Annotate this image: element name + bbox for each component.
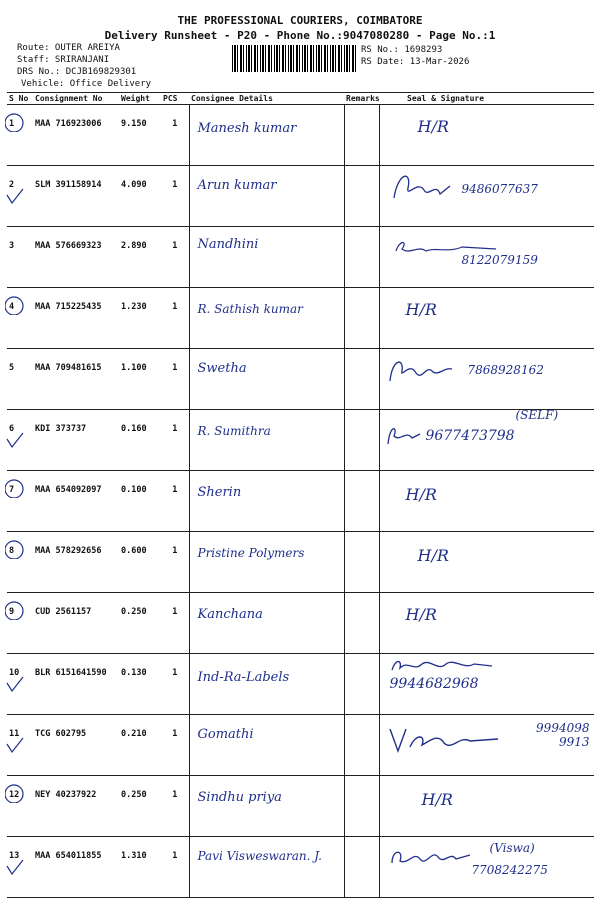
signature-scribble bbox=[386, 723, 506, 757]
row-consignment: MAA 654092097 bbox=[33, 471, 119, 532]
handover-text: H/R bbox=[417, 546, 449, 565]
col-remarks: Remarks bbox=[346, 94, 380, 103]
row-consignment: BLR 6151641590 bbox=[33, 654, 119, 715]
row-remarks bbox=[344, 715, 379, 776]
table-row bbox=[7, 776, 594, 837]
row-consignee: Nandhini bbox=[197, 237, 259, 252]
tick-mark-icon bbox=[5, 836, 27, 882]
row-sno: 12 bbox=[9, 790, 20, 800]
col-consignment: Consignment No bbox=[33, 93, 119, 105]
col-pcs: PCS bbox=[161, 93, 189, 105]
handover-text: H/R bbox=[405, 605, 437, 624]
row-consignment: CUD 2561157 bbox=[33, 593, 119, 654]
table-row bbox=[7, 288, 594, 349]
row-sno: 3 bbox=[9, 241, 15, 251]
row-consignee: Sindhu priya bbox=[197, 790, 282, 805]
row-consignee: Sherin bbox=[197, 485, 242, 500]
route-label: Route: OUTER AREIYA bbox=[17, 43, 120, 53]
row-pcs: 1 bbox=[161, 776, 189, 837]
row-signature bbox=[379, 349, 594, 410]
row-consignee: Ind-Ra-Labels bbox=[197, 670, 290, 685]
row-weight: 0.250 bbox=[119, 593, 161, 654]
signature-scribble bbox=[386, 355, 466, 387]
table-row bbox=[7, 715, 594, 776]
handover-text: H/R bbox=[405, 300, 437, 319]
row-remarks bbox=[344, 288, 379, 349]
row-sno: 13 bbox=[9, 851, 20, 861]
self-note: (SELF) bbox=[515, 408, 559, 422]
handover-text: H/R bbox=[417, 117, 449, 136]
row-signature bbox=[379, 715, 594, 776]
row-consignee: Pavi Visweswaran. J. bbox=[197, 849, 322, 863]
row-remarks bbox=[344, 532, 379, 593]
runsheet-table bbox=[7, 92, 594, 898]
row-consignee: Pristine Polymers bbox=[197, 546, 305, 560]
row-signature bbox=[379, 105, 594, 166]
row-remarks bbox=[344, 837, 379, 898]
row-weight: 0.210 bbox=[119, 715, 161, 776]
row-signature bbox=[379, 471, 594, 532]
row-signature bbox=[379, 410, 594, 471]
row-pcs: 1 bbox=[161, 654, 189, 715]
circle-mark-icon bbox=[5, 775, 27, 803]
row-weight: 1.230 bbox=[119, 288, 161, 349]
row-consignee: Arun kumar bbox=[197, 178, 277, 193]
row-consignment: SLM 391158914 bbox=[33, 166, 119, 227]
barcode-icon bbox=[232, 45, 357, 72]
row-consignment: TCG 602795 bbox=[33, 715, 119, 776]
row-signature bbox=[379, 288, 594, 349]
phone-number: 9944682968 bbox=[389, 676, 479, 692]
table-row bbox=[7, 410, 594, 471]
rs-number: RS No.: 1698293 bbox=[361, 45, 443, 55]
row-pcs: 1 bbox=[161, 593, 189, 654]
table-header bbox=[7, 93, 594, 105]
row-pcs: 1 bbox=[161, 715, 189, 776]
row-pcs: 1 bbox=[161, 349, 189, 410]
row-sno: 2 bbox=[9, 180, 15, 190]
row-weight: 0.600 bbox=[119, 532, 161, 593]
table-row bbox=[7, 227, 594, 288]
row-sno: 5 bbox=[9, 363, 15, 373]
circle-mark-icon bbox=[5, 531, 27, 559]
row-sno: 4 bbox=[9, 302, 15, 312]
table-row bbox=[7, 532, 594, 593]
signature-scribble bbox=[386, 843, 476, 875]
row-signature bbox=[379, 166, 594, 227]
row-consignee: R. Sumithra bbox=[197, 424, 271, 438]
row-pcs: 1 bbox=[161, 471, 189, 532]
table-row bbox=[7, 166, 594, 227]
circle-mark-icon bbox=[5, 287, 27, 315]
col-consignee: Consignee Details bbox=[189, 93, 344, 105]
row-weight: 9.150 bbox=[119, 105, 161, 166]
drs-number: DRS No.: DCJB169829301 bbox=[17, 67, 137, 77]
row-pcs: 1 bbox=[161, 288, 189, 349]
row-consignee: Manesh kumar bbox=[197, 121, 297, 136]
row-weight: 0.160 bbox=[119, 410, 161, 471]
phone-number: 8122079159 bbox=[461, 253, 538, 267]
table-row bbox=[7, 471, 594, 532]
table-row bbox=[7, 654, 594, 715]
row-consignment: KDI 373737 bbox=[33, 410, 119, 471]
row-sno: 8 bbox=[9, 546, 15, 556]
row-consignee: R. Sathish kumar bbox=[197, 302, 303, 316]
row-pcs: 1 bbox=[161, 410, 189, 471]
row-remarks bbox=[344, 105, 379, 166]
row-weight: 1.100 bbox=[119, 349, 161, 410]
row-signature bbox=[379, 532, 594, 593]
col-weight: Weight bbox=[119, 93, 161, 105]
signature-scribble bbox=[388, 656, 498, 676]
row-consignment: MAA 654011855 bbox=[33, 837, 119, 898]
circle-mark-icon bbox=[5, 470, 27, 498]
phone-number: 7868928162 bbox=[467, 363, 544, 377]
row-signature bbox=[379, 593, 594, 654]
row-remarks bbox=[344, 654, 379, 715]
row-remarks bbox=[344, 593, 379, 654]
row-weight: 0.100 bbox=[119, 471, 161, 532]
tick-mark-icon bbox=[5, 409, 27, 455]
row-remarks bbox=[344, 776, 379, 837]
row-weight: 0.130 bbox=[119, 654, 161, 715]
circle-mark-icon bbox=[5, 104, 27, 132]
tick-mark-icon bbox=[5, 653, 27, 699]
row-remarks bbox=[344, 166, 379, 227]
row-signature bbox=[379, 837, 594, 898]
row-remarks bbox=[344, 349, 379, 410]
row-signature bbox=[379, 654, 594, 715]
row-sno: 6 bbox=[9, 424, 15, 434]
row-sno: 9 bbox=[9, 607, 15, 617]
row-weight: 4.090 bbox=[119, 166, 161, 227]
tick-mark-icon bbox=[5, 165, 27, 211]
row-consignment: MAA 578292656 bbox=[33, 532, 119, 593]
row-pcs: 1 bbox=[161, 532, 189, 593]
phone-number: 7708242275 bbox=[471, 863, 548, 877]
phone-number: 9677473798 bbox=[425, 428, 515, 444]
signature-scribble bbox=[388, 168, 458, 208]
table-row bbox=[7, 105, 594, 166]
row-sno: 11 bbox=[9, 729, 20, 739]
col-seal: Seal & Signature bbox=[379, 93, 594, 105]
row-remarks bbox=[344, 471, 379, 532]
row-pcs: 1 bbox=[161, 166, 189, 227]
row-weight: 0.250 bbox=[119, 776, 161, 837]
viswa-note: (Viswa) bbox=[489, 841, 535, 855]
row-pcs: 1 bbox=[161, 105, 189, 166]
circle-mark-icon bbox=[5, 592, 27, 620]
row-pcs: 1 bbox=[161, 227, 189, 288]
row-consignment: NEY 40237922 bbox=[33, 776, 119, 837]
phone-number: 9994098 9913 bbox=[536, 721, 590, 749]
phone-number: 9486077637 bbox=[461, 182, 538, 196]
row-sno: 1 bbox=[9, 119, 15, 129]
row-consignment: MAA 576669323 bbox=[33, 227, 119, 288]
row-sno: 10 bbox=[9, 668, 20, 678]
row-weight: 1.310 bbox=[119, 837, 161, 898]
staff-label: Staff: SRIRANJANI bbox=[17, 55, 110, 65]
runsheet-title: THE PROFESSIONAL COURIERS, COIMBATORE bbox=[177, 14, 423, 27]
table-row bbox=[7, 837, 594, 898]
runsheet-subtitle: Delivery Runsheet - P20 - Phone No.:9047080280 - Page No.:1 bbox=[104, 29, 496, 42]
rs-date: RS Date: 13-Mar-2026 bbox=[361, 57, 470, 67]
row-sno: 7 bbox=[9, 485, 15, 495]
table-row bbox=[7, 349, 594, 410]
row-consignment: MAA 709481615 bbox=[33, 349, 119, 410]
row-consignee: Swetha bbox=[197, 361, 247, 376]
row-remarks bbox=[344, 227, 379, 288]
row-signature bbox=[379, 227, 594, 288]
signature-scribble bbox=[384, 422, 424, 450]
row-weight: 2.890 bbox=[119, 227, 161, 288]
tick-mark-icon bbox=[5, 714, 27, 760]
table-row bbox=[7, 593, 594, 654]
row-consignee: Gomathi bbox=[197, 727, 254, 742]
row-pcs: 1 bbox=[161, 837, 189, 898]
handover-text: H/R bbox=[405, 485, 437, 504]
row-consignment: MAA 715225435 bbox=[33, 288, 119, 349]
row-consignment: MAA 716923006 bbox=[33, 105, 119, 166]
vehicle-label: Vehicle: Office Delivery bbox=[21, 79, 152, 89]
row-signature bbox=[379, 776, 594, 837]
handover-text: H/R bbox=[421, 790, 453, 809]
row-consignee: Kanchana bbox=[197, 607, 263, 622]
row-remarks bbox=[344, 410, 379, 471]
col-sno: S No bbox=[7, 93, 33, 105]
